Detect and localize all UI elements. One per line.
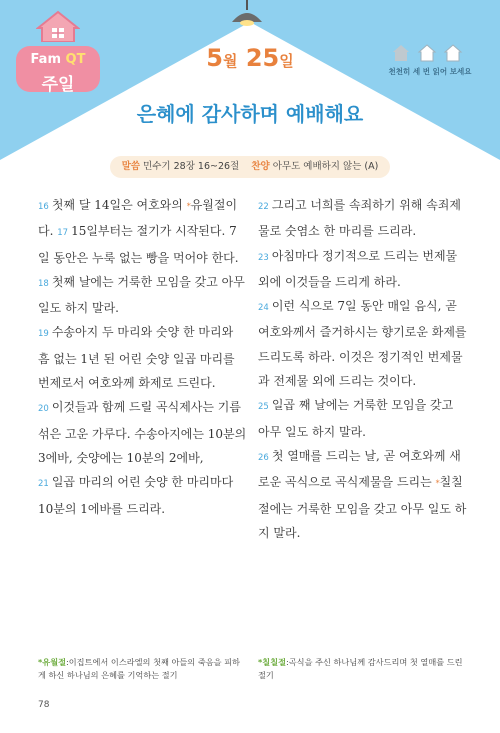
verse-number: 26 [258, 452, 269, 463]
verse-number: 19 [38, 329, 49, 340]
page-title: 은혜에 감사하며 예배해요 [136, 102, 364, 126]
verse-number: 21 [38, 479, 49, 490]
verse-26 [258, 444, 468, 545]
verse-text: 첫째 달 14일은 여호와의 [51, 198, 187, 212]
page-date: 5월 25일 [206, 44, 294, 72]
fam-qt-logo [14, 10, 102, 94]
word-label: 말씀 [121, 161, 141, 172]
logo-week-text: 주일 [41, 75, 75, 95]
footnote-term: *칠칠절 [258, 657, 287, 667]
page-number: 78 [38, 700, 50, 710]
verse-text: 이런 식으로 7일 동안 매일 음식, 곧 여호와께서 즐거하시는 향기로운 화제를 드리도록 하라. 이것은 정기적인 번제물과 전제물 외에 드리는 것이다. [258, 299, 467, 389]
verse-text: 일곱 째 날에는 거룩한 모임을 갖고 아무 일도 하지 말라. [258, 398, 454, 439]
verse-20 [38, 395, 248, 470]
verse-text: 15일부터는 절기가 시작된다. 7일 동안은 누룩 없는 빵을 먹어야 한다. [38, 224, 239, 265]
verse-text: 첫째 날에는 거룩한 모임을 갖고 아무 일도 하지 말라. [38, 274, 245, 316]
verse-18 [38, 270, 248, 321]
verse-number: 22 [258, 202, 269, 212]
footnote-pentecost [258, 656, 463, 682]
footnote-passover [38, 656, 243, 682]
verse-text: 칠칠절에는 거룩한 모임을 갖고 아무 일도 하지 말라. [258, 475, 467, 540]
footnote-text: :이집트에서 이스라엘의 첫째 아들의 죽음을 피하게 하신 하나님의 은혜를 기억하는 절기 [38, 657, 240, 680]
verse-number: 20 [38, 404, 49, 415]
verses-right-column [258, 193, 468, 545]
verse-number: 24 [258, 303, 269, 314]
verse-number: 23 [258, 252, 269, 263]
logo-house-icon [36, 10, 80, 42]
verse-text: 아침마다 정기적으로 드리는 번제물 외에 이것들을 드리게 하라. [258, 248, 458, 289]
word-reference: 민수기 28장 16~26절 [143, 161, 240, 172]
verse-text: 첫 열매를 드리는 날, 곧 여호와께 새로운 곡식으로 곡식제물을 드리는 [258, 448, 461, 490]
reading-instruction: 천천히 세 번 읽어 보세요 [388, 67, 472, 76]
footnote-text: :곡식을 주신 하나님께 감사드리며 첫 열매를 드린 절기 [258, 657, 463, 680]
hymn-reference: 아무도 예배하지 않는 (A) [272, 161, 379, 172]
verse-number: 18 [38, 278, 49, 289]
verse-number: 16 [38, 202, 49, 212]
scripture-reference-bar [110, 156, 390, 178]
verse-text: 유월절이다. [38, 198, 238, 239]
verse-number: 25 [258, 402, 269, 413]
verses-left-column [38, 193, 248, 521]
logo-fam-text: Fam QT [30, 52, 86, 67]
verse-22 [258, 193, 468, 244]
verse-19 [38, 320, 248, 395]
verse-16 [38, 193, 248, 270]
verse-24 [258, 294, 468, 393]
footnote-marker: * [186, 202, 191, 211]
three-houses-icon [392, 44, 472, 62]
footnote-marker: * [435, 479, 440, 489]
ceiling-lamp-icon [222, 0, 272, 36]
footnote-term: *유월절 [38, 657, 67, 667]
hymn-label: 찬양 [251, 161, 270, 172]
verse-text: 일곱 마리의 어린 숫양 한 마리마다 10분의 1에바를 드리라. [38, 475, 234, 516]
verse-text: 이것들과 함께 드릴 곡식제사는 기름 섞은 고운 가루다. 수송아지에는 10분의 3에바, 숫양에는 10분의 2에바, [38, 400, 247, 465]
verse-21 [38, 470, 248, 521]
verse-text: 그리고 너희를 속죄하기 위해 속죄제물로 숫염소 한 마리를 드리라. [258, 198, 461, 239]
verse-25 [258, 393, 468, 444]
verse-number: 17 [57, 228, 69, 239]
verse-text: 수송아지 두 마리와 숫양 한 마리와 흠 없는 1년 된 어린 숫양 일곱 마리를 번제로서 여호와께 화제로 드린다. [38, 325, 235, 391]
verse-23 [258, 244, 468, 295]
